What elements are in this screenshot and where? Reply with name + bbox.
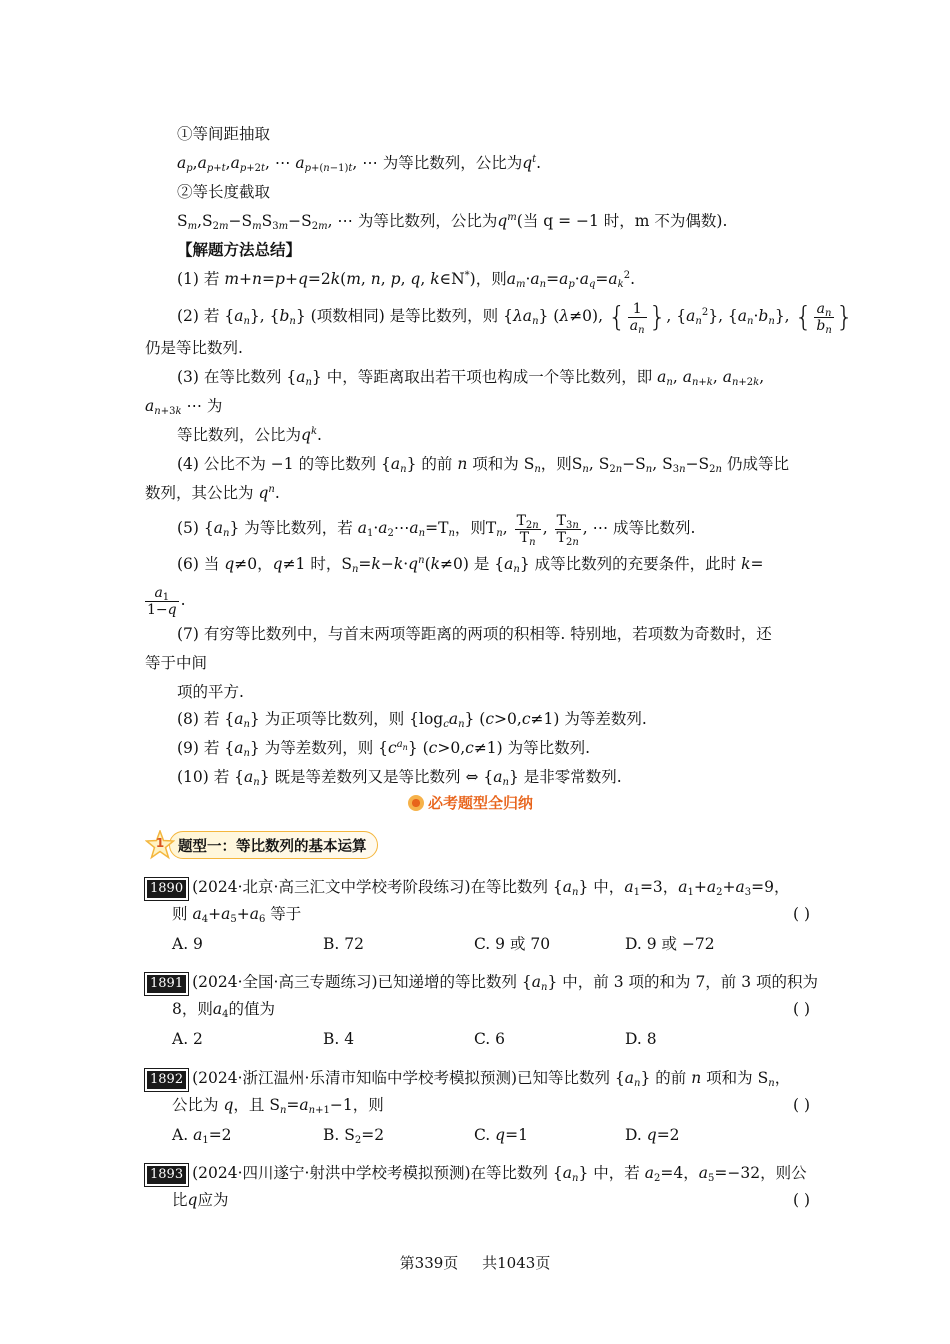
q1893-source: (2024·四川遂宁·射洪中学校考模拟预测)在等比数列 <box>192 1164 548 1182</box>
star-icon <box>145 830 175 860</box>
m4-tail: 仍成等比 <box>726 455 789 473</box>
option-b[interactable]: B. 4 <box>323 1030 355 1048</box>
q1891-value: 的值为 <box>228 1000 276 1018</box>
page-footer <box>0 1252 950 1273</box>
answer-paren[interactable]: ( ) <box>792 1191 810 1209</box>
m6-shi: 是 <box>473 555 490 573</box>
method-4-cont: 数列，其公比为 $q^n$. <box>145 484 280 502</box>
option-a[interactable]: A. 9 <box>172 935 203 953</box>
item2-text: 为等比数列，公比为 <box>357 212 498 230</box>
m3-wei: 为 <box>206 397 223 415</box>
question-1890-line2: 则 $a_4+a_5+a_6$ 等于 ( ) <box>172 905 810 925</box>
q1891-text: 中，前 3 项的和为 7，前 3 项的积为 <box>562 973 819 991</box>
m1-then: ，则 <box>475 270 507 288</box>
question-1892: 1892 (2024·浙江温州·乐清市知临中学校考模拟预测)已知等比数列 $\{a_n\}$ 的前 n 项和为 $S_n$， <box>145 1067 810 1091</box>
method-10: (10) 若 $\{a_n\}$ 既是等差数列又是等比数列 ⇔ $\{a_n\}$ 是非零常数列. <box>177 768 622 788</box>
m1-prefix: (1) 若 <box>177 270 220 288</box>
m4-sum: 项和为 <box>472 455 519 473</box>
question-1890: 1890 (2024·北京·高三汇文中学校考阶段练习)在等比数列 $\{a_n\}$ 中，$a_1=3$，$a_1+a_2+a_3=9$， <box>145 876 810 900</box>
item1-formula: $a_p,a_{p+t},a_{p+2t}$, ⋯ $a_{p+(n-1)t}$, ⋯ 为等比数列，公比为$q^t$. <box>177 154 542 174</box>
m4-qian: 的前 <box>421 455 453 473</box>
q1892-source: (2024·浙江温州·乐清市知临中学校考模拟预测)已知等比数列 <box>192 1069 610 1087</box>
options-1891 <box>172 1028 812 1050</box>
method-heading: 【解题方法总结】 <box>177 241 302 259</box>
q1891-ze: 8，则 <box>172 1000 213 1018</box>
m10-tail: 是非零常数列. <box>523 768 622 786</box>
q1893-yingwei: 应为 <box>197 1191 229 1209</box>
option-c-label: C. <box>474 1126 491 1144</box>
m5-prefix: (5) <box>177 519 199 537</box>
m5-tail: 成等比数列. <box>613 519 696 537</box>
method-3: (3) 在等比数列 $\{a_n\}$ 中，等距离取出若干项也构成一个等比数列，即 $a_n$, $a_{n+k}$, $a_{n+2k}$, <box>177 368 765 388</box>
m4-ratio-text: 数列，其公比为 <box>145 484 254 502</box>
method-8: (8) 若 $\{a_n\}$ 为正项等比数列，则 $\{\log_ca_n\}$ (c>0,c≠1) 为等差数列. <box>177 710 647 730</box>
option-d-label: D. <box>625 1126 642 1144</box>
q1892-qian: 的前 <box>655 1069 687 1087</box>
q1893-bi: 比 <box>172 1191 188 1209</box>
option-c[interactable]: C. 9 或 70 <box>474 935 551 953</box>
item1-title: ①等间距抽取 <box>177 125 271 143</box>
method-6: (6) 当 q≠0，q≠1 时，$S_n=k-k\cdot q^n(k\ne 0)$ 是 $\{a_n\}$ 成等比数列的充要条件，此时 k= <box>177 555 764 575</box>
option-a[interactable]: A. $a_1=2$ <box>172 1126 232 1146</box>
item2-formula: $S_m,S_{2m}-S_mS_{3m}-S_{2m}$, ⋯ 为等比数列，公比为$q^m$(当 q = −1 时，m 不为偶数). <box>177 212 728 232</box>
m9-prefix: (9) 若 <box>177 739 220 757</box>
question-1893: 1893 (2024·四川遂宁·射洪中学校考模拟预测)在等比数列 $\{a_n\}$ 中，若 $a_2=4$，$a_5=-32$，则公 <box>145 1162 810 1186</box>
method-6-frac: $\frac{a_1}{1-q}$ . <box>147 584 186 618</box>
answer-paren[interactable]: ( ) <box>792 1096 810 1114</box>
m4-prefix: (4) 公比不为 −1 的等比数列 <box>177 455 377 473</box>
m9-tail: 为等比数列. <box>507 739 591 757</box>
page-total: 共1043页 <box>482 1254 551 1272</box>
m8-text: 为正项等比数列，则 <box>264 710 405 728</box>
q1893-gong: ，则公 <box>760 1164 807 1182</box>
method-7-end: 项的平方. <box>177 683 244 701</box>
option-d[interactable]: D. 9 或 −72 <box>625 935 715 953</box>
answer-paren[interactable]: ( ) <box>792 1000 810 1018</box>
q1892-sum: 项和为 <box>706 1069 753 1087</box>
method-3-cont: $a_{n+3k}$ ⋯ 为 <box>145 397 223 417</box>
section-title <box>408 792 533 813</box>
options-1892 <box>172 1124 812 1146</box>
q1891-source: (2024·全国·高三专题练习)已知递增的等比数列 <box>192 973 517 991</box>
q1892-qie: ，且 <box>233 1096 265 1114</box>
option-a[interactable]: A. 2 <box>172 1030 203 1048</box>
m2-tail: 仍是等比数列. <box>145 339 243 357</box>
question-number: 1892 <box>145 1069 188 1091</box>
option-b[interactable]: B. 72 <box>323 935 364 953</box>
type-banner <box>145 831 378 859</box>
question-number: 1890 <box>145 878 188 900</box>
item1-text: 为等比数列，公比为 <box>382 154 523 172</box>
answer-paren[interactable]: ( ) <box>792 905 810 923</box>
q1892-ratio: 公比为 <box>172 1096 219 1114</box>
question-1892-line2: 公比为 q，且 $S_n=a_{n+1}-1$，则 ( ) <box>172 1096 810 1116</box>
item2-title: ②等长度截取 <box>177 183 271 201</box>
q1892-ze: ，则 <box>352 1096 384 1114</box>
m3-prefix: (3) 在等比数列 <box>177 368 282 386</box>
m6-prefix: (6) 当 <box>177 555 220 573</box>
option-b-label: B. <box>323 1126 340 1144</box>
options-1890 <box>172 933 812 955</box>
section-title-text: 必考题型全归纳 <box>428 794 534 812</box>
method-3-end: 等比数列，公比为$q^k$. <box>177 426 322 444</box>
m2-prefix: (2) 若 <box>177 307 220 325</box>
method-2: (2) 若 $\{a_n\}$, $\{b_n\}$ (项数相同) 是等比数列，则 $\{\lambda a_n\}$ (λ≠0), { $\frac{1}{a_n}$ }, $\{a_n^2\}$, $\{a_n\cdot b_n\}$, { $\frac{a_n}{b_n}$ } <box>177 300 854 336</box>
m5-then: ，则 <box>454 519 486 537</box>
method-7: (7) 有穷等比数列中，与首末两项等距离的两项的积相等. 特别地，若项数为奇数时，还 <box>177 625 772 643</box>
m8-prefix: (8) 若 <box>177 710 220 728</box>
option-a-label: A. <box>172 1126 189 1144</box>
m9-text: 为等差数列，则 <box>264 739 374 757</box>
method-9: (9) 若 $\{a_n\}$ 为等差数列，则 $\{c^{a_n}\}$ (c>0,c≠1) 为等比数列. <box>177 739 591 759</box>
type-number: 1 <box>155 836 165 850</box>
m2-text: (项数相同) 是等比数列，则 <box>310 307 499 325</box>
page-number: 第339页 <box>399 1254 459 1272</box>
q1890-source: (2024·北京·高三汇文中学校考阶段练习)在等比数列 <box>192 878 548 896</box>
option-b[interactable]: B. $S_2=2$ <box>323 1126 385 1146</box>
q1893-ruo: 中，若 <box>593 1164 640 1182</box>
option-c[interactable]: C. q=1 <box>474 1126 528 1144</box>
type-label: 题型一：等比数列的基本运算 <box>178 838 367 855</box>
question-1891: 1891 (2024·全国·高三专题练习)已知递增的等比数列 $\{a_n\}$ 中，前 3 项的和为 7，前 3 项的积为 <box>145 971 810 995</box>
m3-text: 中，等距离取出若干项也构成一个等比数列，即 <box>326 368 653 386</box>
method-4: (4) 公比不为 −1 的等比数列 $\{a_n\}$ 的前 n 项和为 $S_n$，则$S_n$, $S_{2n}-S_n$, $S_{3n}-S_{2n}$ 仍成等比 <box>177 455 789 475</box>
question-number: 1893 <box>145 1164 188 1186</box>
m4-then: ，则 <box>540 455 572 473</box>
m10-prefix: (10) 若 <box>177 768 230 786</box>
m5-text: 为等比数列，若 <box>244 519 353 537</box>
option-d[interactable]: D. 8 <box>625 1030 657 1048</box>
method-5: (5) $\{a_n\}$ 为等比数列，若 $a_1\cdot a_2\cdots a_n=T_n$，则$T_n$, $\frac{T_{2n}}{T_n}$ , $\frac{T_{3n}}{T_{2n}}$ , ⋯ 成等比数列. <box>177 512 696 548</box>
q1890-zhong: 中， <box>593 878 625 896</box>
question-number: 1891 <box>145 973 188 995</box>
method-7-cont: 等于中间 <box>145 654 208 672</box>
m10-text: 既是等差数列又是等比数列 ⇔ <box>274 768 479 786</box>
method-1: (1) 若 m+n=p+q=2k(m, n, p, q, k∈N*)，则$a_m\cdot a_n=a_p\cdot a_q=a_k^2$. <box>177 270 635 290</box>
item2-note: (当 q = −1 时，m 不为偶数). <box>516 212 728 230</box>
question-1893-line2: 比q应为 ( ) <box>172 1191 810 1209</box>
flower-icon <box>408 795 424 811</box>
q1890-ze: 则 <box>172 905 188 923</box>
question-1891-line2: 8，则$a_4$的值为 ( ) <box>172 1000 810 1020</box>
option-d[interactable]: D. q=2 <box>625 1126 680 1144</box>
q1890-deng: 等于 <box>270 905 302 923</box>
m6-text: 成等比数列的充要条件，此时 <box>534 555 737 573</box>
m8-tail: 为等差数列. <box>564 710 647 728</box>
option-c[interactable]: C. 6 <box>474 1030 506 1048</box>
m3-ratio-text: 等比数列，公比为 <box>177 426 302 444</box>
